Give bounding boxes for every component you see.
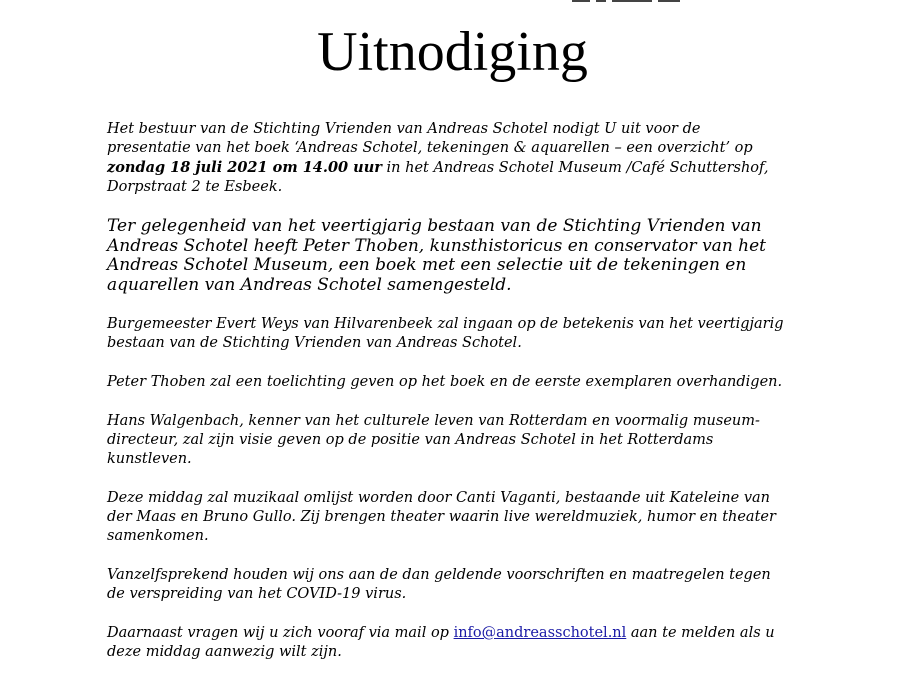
paragraph-occasion: Ter gelegenheid van het veertigjarig bestaan van de Stichting Vrienden van Andreas Schotel heeft Peter Thoben, kunsthistoricus en conservator van het Andreas Schotel Museum, een boek met een selectie uit de tekeningen en aquarellen van Andreas Schotel samengesteld. [107,216,767,295]
paragraph-invitation [107,120,787,197]
paragraph-thoben: Peter Thoben zal een toelichting geven op het boek en de eerste exemplaren overhandigen. [107,374,783,390]
cropped-header-line [572,0,732,3]
email-link[interactable]: info@andreasschotel.nl [453,625,627,641]
event-date-time: zondag 18 juli 2021 om 14.00 uur [107,159,382,176]
letter-body [107,120,787,682]
page-title: Uitnodiging [317,21,588,83]
registration-text-end: aan te melden als u deze middag aanwezig wilt zijn. [107,625,775,660]
invitation-text-end: in het Andreas Schotel Museum /Café Schuttershof, Dorpstraat 2 te Esbeek. [107,160,769,195]
paragraph-music: Deze middag zal muzikaal omlijst worden door Canti Vaganti, bestaande uit Kateleine van der Maas en Bruno Gullo. Zij brengen theater waarin live wereldmuziek, humor en theater samenkomen. [107,490,776,544]
paragraph-walgenbach: Hans Walgenbach, kenner van het culturele leven van Rotterdam en voormalig museum-directeur, zal zijn visie geven op de positie van Andreas Schotel in het Rotterdams kunstleven. [107,413,760,467]
paragraph-covid: Vanzelfsprekend houden wij ons aan de dan geldende voorschriften en maatregelen tegen de verspreiding van het COVID-19 virus. [107,567,771,602]
invitation-text-start: Het bestuur van de Stichting Vrienden van Andreas Schotel nodigt U uit voor de presentatie van het boek ‘Andreas Schotel, tekeningen & aquarellen – een overzicht’ op [107,121,753,156]
paragraph-mayor: Burgemeester Evert Weys van Hilvarenbeek zal ingaan op de betekenis van het veertigjarig bestaan van de Stichting Vrienden van Andreas Schotel. [107,316,784,351]
registration-text-start: Daarnaast vragen wij u zich vooraf via mail op [107,625,454,641]
paragraph-registration [107,624,787,662]
